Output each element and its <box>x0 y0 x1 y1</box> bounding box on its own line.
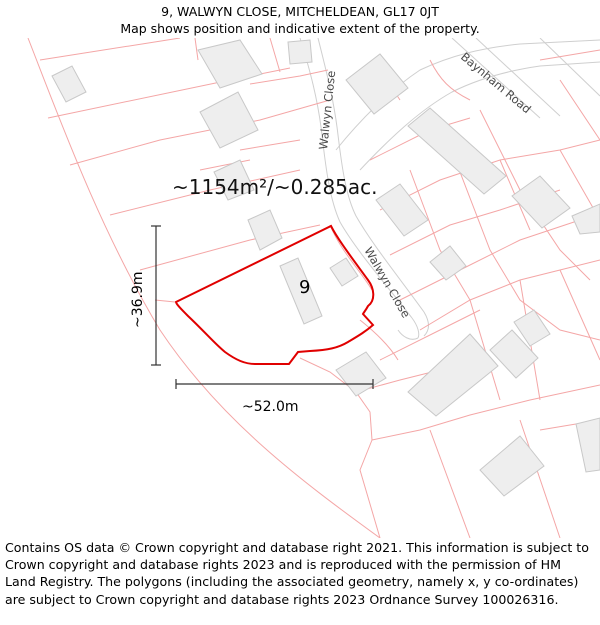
road-label-walwyn-close-south: Walwyn Close <box>361 244 414 321</box>
road-label-baynham-road: Baynham Road <box>458 49 534 117</box>
property-address-title: 9, WALWYN CLOSE, MITCHELDEAN, GL17 0JT <box>161 4 439 19</box>
property-boundary[interactable] <box>176 226 373 364</box>
area-label: ~1154m²/~0.285ac. <box>172 175 378 199</box>
road-label-walwyn-close-north: Walwyn Close <box>316 69 339 151</box>
height-dimension-label: ~36.9m <box>130 271 146 328</box>
map-subtitle: Map shows position and indicative extent of the property. <box>120 21 480 36</box>
height-dimension <box>151 226 161 365</box>
map-header <box>0 0 600 38</box>
copyright-attribution: Contains OS data © Crown copyright and database right 2021. This information is subject to Crown copyright and database rights 2023 and is reproduced with the permission of HM Land Registry. The polygons (including the associated geometry, namely x, y co-ordinates) are subject to Crown copyright and database rights 2023 Ordnance Survey 100026316. <box>5 540 589 607</box>
plot-number-label: 9 <box>299 277 311 298</box>
width-dimension-label: ~52.0m <box>242 399 299 415</box>
map-canvas[interactable] <box>0 38 600 538</box>
